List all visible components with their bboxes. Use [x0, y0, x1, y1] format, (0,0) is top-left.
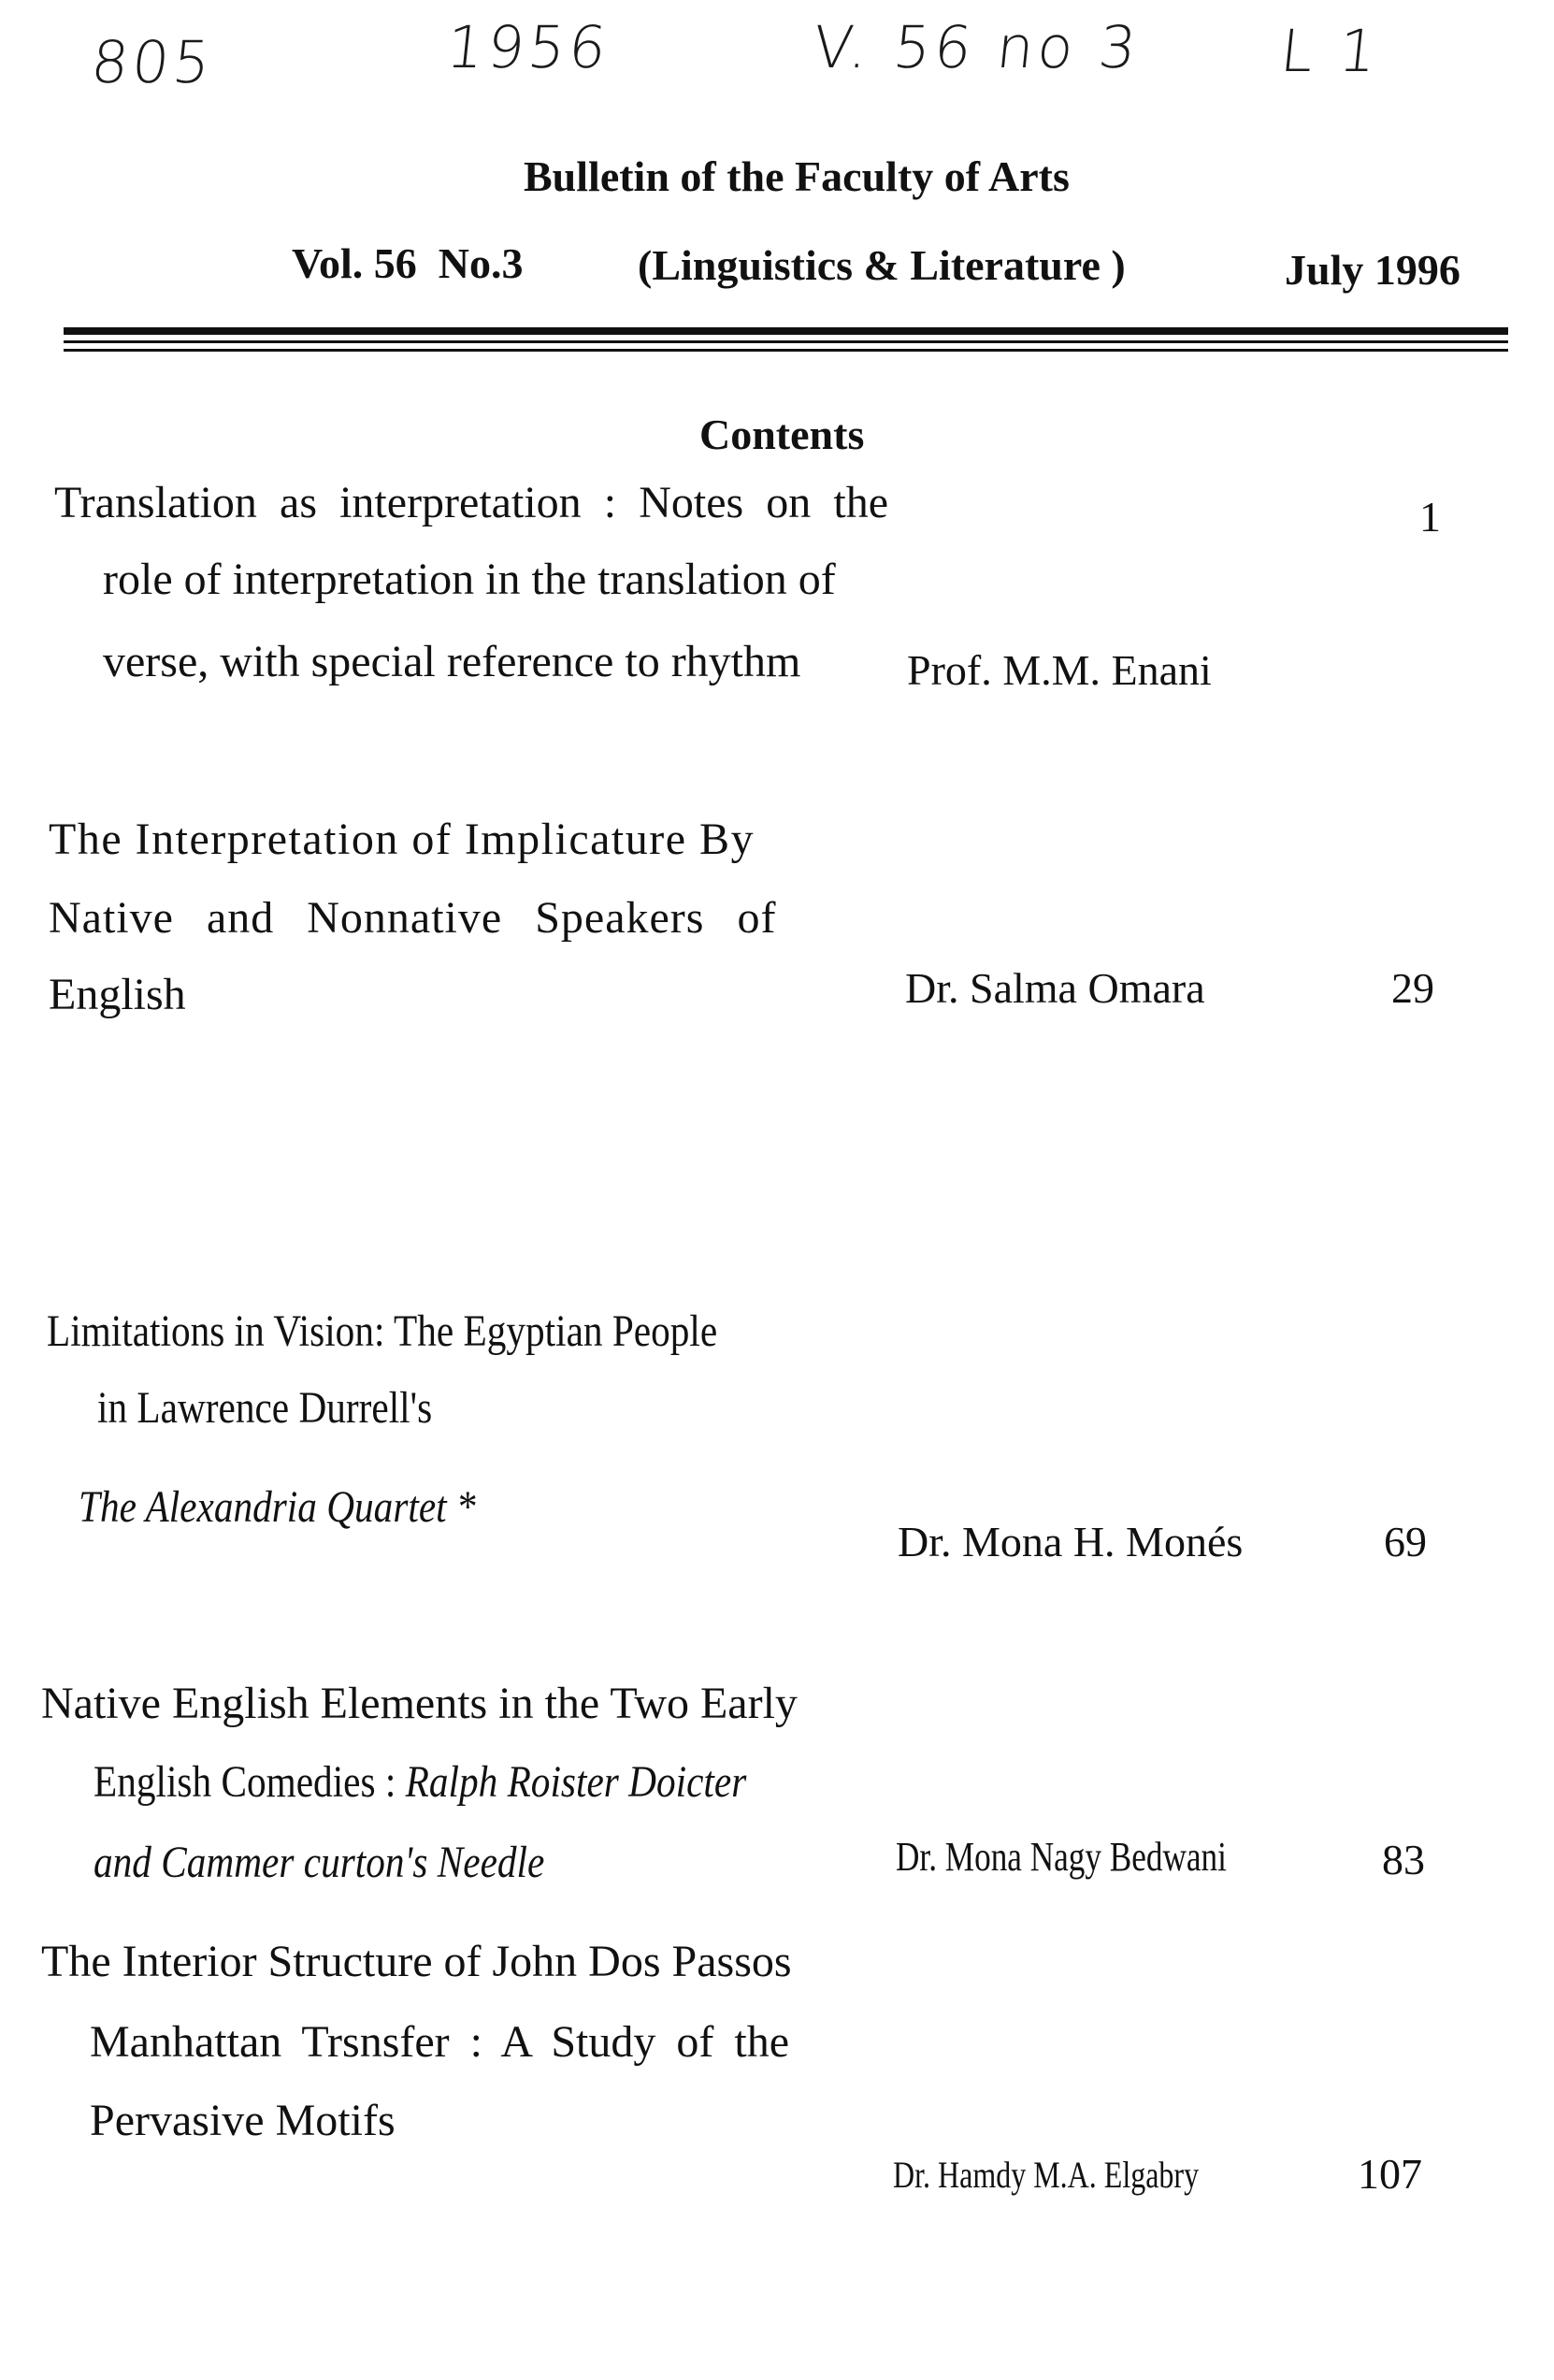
entry-1-title-line-2: role of interpretation in the translation of	[103, 555, 836, 604]
entry-1-title-line-3: verse, with special reference to rhythm	[103, 637, 801, 686]
entry-2-title-line-3: English	[49, 970, 186, 1019]
entry-3-author: Dr. Mona H. Monés	[898, 1518, 1244, 1565]
entry-1-title-word: interpretation	[339, 478, 582, 527]
bulletin-title: Bulletin of the Faculty of Arts	[524, 152, 1070, 200]
volume-number: Vol. 56 No.3	[292, 239, 524, 287]
entry-3-title-line-1: Limitations in Vision: The Egyptian People	[47, 1306, 718, 1356]
entry-3-page: 69	[1384, 1518, 1427, 1565]
entry-5-page: 107	[1358, 2150, 1422, 2198]
entry-5-author: Dr. Hamdy M.A. Elgabry	[893, 2154, 1200, 2196]
series-name: (Linguistics & Literature )	[638, 241, 1126, 289]
entry-3-title-line-3: The Alexandria Quartet *	[79, 1482, 476, 1532]
entry-4-title-line-1: Native English Elements in the Two Early	[41, 1679, 798, 1728]
entry-1-title-line-1	[54, 477, 888, 528]
header-rule-mid	[64, 340, 1508, 343]
entry-5-title-line-2: Manhattan Trsnsfer : A Study of the	[90, 2017, 790, 2067]
entry-2-author: Dr. Salma Omara	[905, 964, 1205, 1012]
issue-date: July 1996	[1285, 246, 1460, 294]
entry-1-page: 1	[1419, 493, 1441, 541]
handwritten-year: 1956	[443, 13, 613, 81]
handwritten-code: 805	[88, 28, 218, 96]
entry-4-title-line-2-italic: Ralph Roister Doicter	[405, 1757, 747, 1807]
entry-1-title-word: :	[603, 478, 617, 527]
entry-5-title-line-1: The Interior Structure of John Dos Passos	[41, 1937, 792, 1986]
header-rule-thick	[64, 327, 1508, 335]
entry-1-title-word: the	[833, 478, 888, 527]
entry-2-page: 29	[1391, 964, 1434, 1012]
entry-4-title-line-2	[94, 1756, 746, 1808]
entry-5-title-line-3: Pervasive Motifs	[90, 2096, 396, 2145]
entry-2-title-line-2: Native and Nonnative Speakers of	[49, 893, 777, 943]
entry-4-title-line-2-roman: English Comedies :	[94, 1757, 406, 1807]
entry-1-title-word: on	[766, 478, 812, 527]
entry-1-title-word: Notes	[639, 478, 744, 527]
entry-1-author: Prof. M.M. Enani	[907, 646, 1212, 694]
entry-1-title-word: as	[280, 478, 317, 527]
contents-heading: Contents	[699, 411, 865, 458]
handwritten-mark: L 1	[1277, 17, 1384, 85]
entry-4-author: Dr. Mona Nagy Bedwani	[896, 1834, 1227, 1880]
header-rule-thin	[64, 349, 1508, 352]
entry-3-title-line-2: in Lawrence Durrell's	[97, 1383, 433, 1433]
entry-1-title-word: Translation	[54, 478, 257, 527]
entry-2-title-line-1: The Interpretation of Implicature By	[49, 815, 755, 864]
entry-4-title-line-3: and Cammer curton's Needle	[94, 1838, 545, 1887]
handwritten-volume: V. 56 no 3	[810, 13, 1144, 81]
entry-4-page: 83	[1382, 1836, 1425, 1883]
